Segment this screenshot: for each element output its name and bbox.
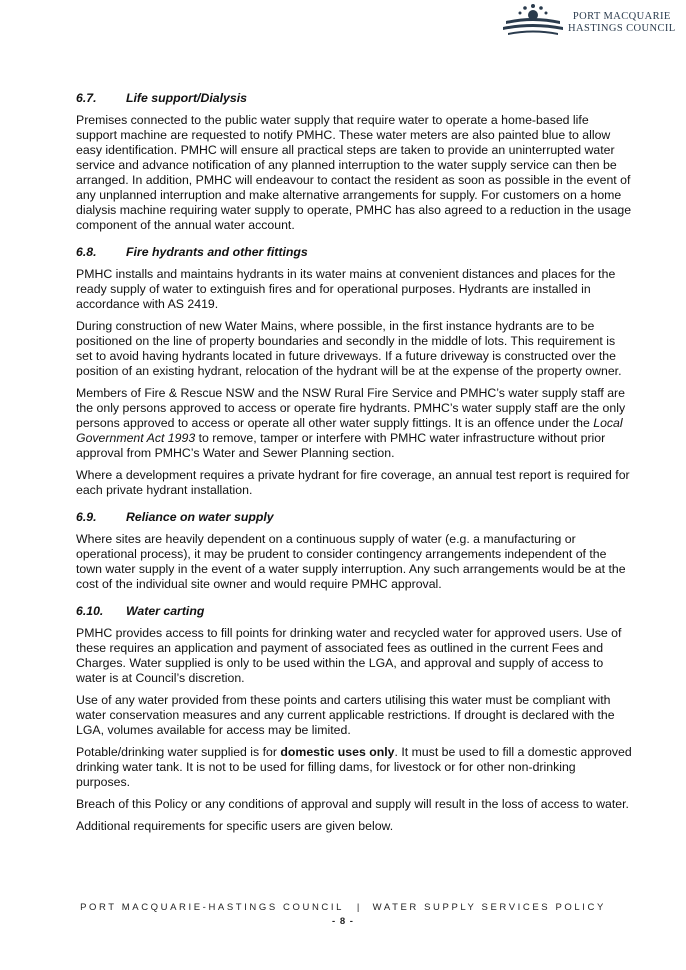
council-name [568,11,676,35]
footer-document-title: WATER SUPPLY SERVICES POLICY [372,902,606,913]
section-heading [76,91,632,106]
footer-organisation: PORT MACQUARIE-HASTINGS COUNCIL [80,902,344,913]
section-number: 6.9. [76,510,97,524]
section-heading [76,510,632,525]
paragraph [76,693,632,738]
section-6-8 [76,245,632,498]
section-6-7 [76,91,632,233]
act-reference: Local Government Act 1993 [76,416,623,445]
paragraph [76,468,632,498]
paragraph [76,797,632,812]
paragraph-text: Additional requirements for specific users are given below. [76,819,394,833]
policy-content [76,91,632,846]
emphasis-text: domestic uses only [280,745,395,759]
section-number: 6.8. [76,245,97,259]
paragraph-text: Use of any water provided from these points and carters utilising this water must be compliant with water conservation measures and any current applicable restrictions. If drought is declared with the LGA, volumes available for access may be limited. [76,693,615,737]
paragraph [76,267,632,312]
paragraph [76,819,632,834]
paragraph-text: . It must be used to fill a domestic approved drinking water tank. It is not to be used for filling dams, for livestock or for other non-drinking purposes. [76,745,632,789]
section-number: 6.7. [76,91,97,105]
section-title: Fire hydrants and other fittings [126,245,308,259]
logo-line-1: PORT MACQUARIE [572,11,671,22]
paragraph [76,386,632,461]
paragraph-text: PMHC provides access to fill points for drinking water and recycled water for approved users. Use of these requires an application and payment of associated fees as outlined in the current Fees and Charges. Water supplied is only to be used within the LGA, and approval and supply of access to water is at Council’s discretion. [76,626,622,685]
paragraph-text: During construction of new Water Mains, where possible, in the first instance hydrants are to be positioned on the line of property boundaries and secondly in the middle of lots. This requirement is set to avoid having hydrants located in future driveways. If a future driveway is constructed over the position of an existing hydrant, relocation of the hydrant will be at the expense of the property owner. [76,319,622,378]
paragraph-text: Where a development requires a private hydrant for fire coverage, an annual test report is required for each private hydrant installation. [76,468,630,497]
paragraph [76,113,632,233]
section-number: 6.10. [76,604,104,618]
paragraph-text: to remove, tamper or interfere with PMHC water infrastructure without prior approval from PMHC’s Water and Sewer Planning section. [76,431,606,460]
paragraph [76,626,632,686]
section-title: Life support/Dialysis [126,91,247,105]
paragraph [76,319,632,379]
section-title: Water carting [126,604,205,618]
logo-line-2: HASTINGS COUNCIL [568,23,676,34]
section-title: Reliance on water supply [126,510,274,524]
section-6-10 [76,604,632,834]
footer-separator: | [356,902,360,913]
paragraph [76,532,632,592]
council-logo [500,2,680,40]
page-footer [0,902,686,913]
paragraph-text: Where sites are heavily dependent on a continuous supply of water (e.g. a manufacturing or operational process), it may be prudent to consider contingency arrangements independent of the town water supply in the event of a water supply interruption. Any such arrangements would be at the cost of the individual site owner and would require PMHC approval. [76,532,626,591]
paragraph-text: Potable/drinking water supplied is for [76,745,281,759]
page-number: - 8 - [332,916,354,927]
paragraph [76,745,632,790]
paragraph-text: PMHC installs and maintains hydrants in its water mains at convenient distances and places for the ready supply of water to extinguish fires and for operational purposes. Hydrants are installed in accordance with AS 2419. [76,267,616,311]
section-heading [76,604,632,619]
paragraph-text: Breach of this Policy or any conditions of approval and supply will result in the loss of access to water. [76,797,629,811]
council-logo-icon [500,2,566,40]
section-heading [76,245,632,260]
paragraph-text: Members of Fire & Rescue NSW and the NSW Rural Fire Service and PMHC’s water supply staff are the only persons approved to access or operate fire hydrants. PMHC’s water supply staff are the only persons approved to access or operate all other water supply fittings. It is an offence under the [76,386,626,430]
paragraph-text: Premises connected to the public water supply that require water to operate a home-based life support machine are requested to notify PMHC. These water meters are also painted blue to allow easy identification. PMHC will ensure all practical steps are taken to provide an uninterrupted water service and advance notification of any planned interruption to the water supply service can then be arranged. In addition, PMHC will endeavour to contact the resident as soon as possible in the event of any unplanned interruption and make alternative arrangements for supply. For customers on a home dialysis machine requiring water supply to operate, PMHC has also agreed to a reduction in the usage component of the annual water account. [76,113,632,232]
section-6-9 [76,510,632,592]
